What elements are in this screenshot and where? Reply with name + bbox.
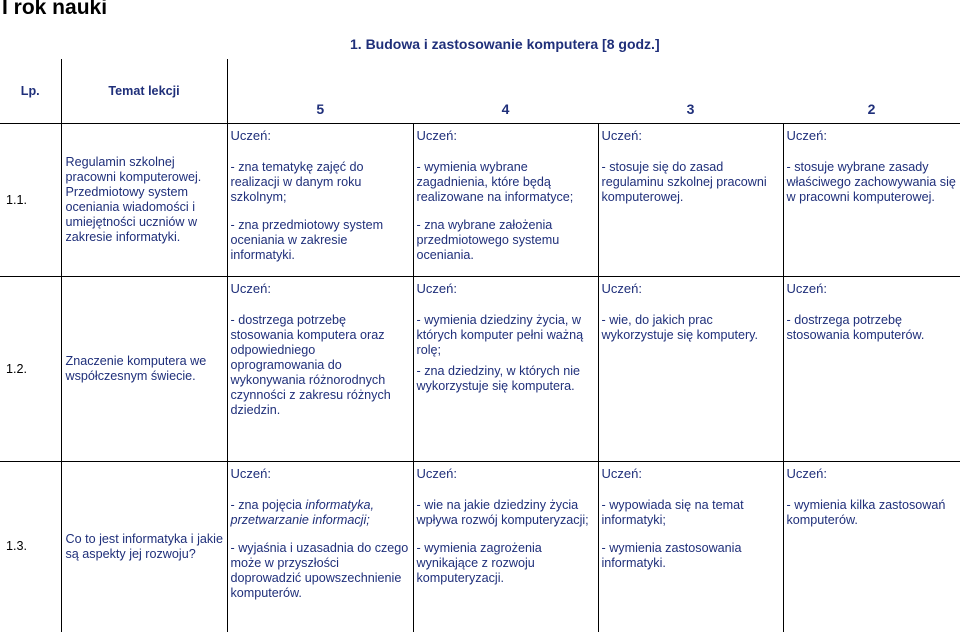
grade-4-requirements <box>413 277 598 462</box>
header-grade-3: 3 <box>598 59 783 124</box>
requirement: - wyjaśnia i uzasadnia do czego może w przyszłości doprowadzić upowszechnienie komputerów. <box>230 541 409 600</box>
grade-5-requirements <box>227 277 413 462</box>
requirement: - wymienia dziedziny życia, w których komputer pełni ważną rolę; <box>416 313 584 357</box>
grade-5-requirements <box>227 124 413 277</box>
requirement: - wymienia wybrane zagadnienia, które będą realizowane na informatyce; <box>416 160 574 204</box>
student-label: Uczeń: <box>786 281 827 296</box>
grade-3-requirements <box>598 462 783 632</box>
lesson-topic: Regulamin szkolnej pracowni komputerowej. Przedmiotowy system oceniania wiadomości i umiejętności uczniów w zakresie informatyki. <box>61 124 227 277</box>
requirement: - zna tematykę zajęć do realizacji w danym roku szkolnym; <box>230 160 364 204</box>
lesson-topic: Znaczenie komputera we współczesnym świecie. <box>61 277 227 462</box>
grade-3-requirements <box>598 277 783 462</box>
requirement-term: informatyka, przetwarzanie informacji; <box>230 498 374 527</box>
grade-3-requirements <box>598 124 783 277</box>
table-row <box>0 462 960 632</box>
requirement: - zna przedmiotowy system oceniania w zakresie informatyki. <box>230 218 384 262</box>
grade-4-requirements <box>413 124 598 277</box>
student-label: Uczeń: <box>416 281 457 296</box>
curriculum-table <box>0 59 960 632</box>
lesson-number: 1.2. <box>0 277 61 462</box>
requirement: - wymienia zastosowania informatyki. <box>601 541 742 570</box>
requirement: - wymienia zagrożenia wynikające z rozwoju komputeryzacji. <box>416 541 542 585</box>
student-label: Uczeń: <box>601 128 642 143</box>
header-grade-5: 5 <box>227 59 413 124</box>
requirement: - stosuje się do zasad regulaminu szkolnej pracowni komputerowej. <box>601 160 767 204</box>
requirement <box>231 498 410 528</box>
grade-2-requirements <box>783 124 960 277</box>
requirement: - zna wybrane założenia przedmiotowego systemu oceniania. <box>416 218 560 262</box>
requirement: - dostrzega potrzebę stosowania komputerów. <box>786 313 925 342</box>
student-label: Uczeń: <box>230 466 271 481</box>
table-row <box>0 277 960 462</box>
section-title: 1. Budowa i zastosowanie komputera [8 godz.] <box>350 36 660 52</box>
header-lp: Lp. <box>0 59 61 124</box>
student-label: Uczeń: <box>230 128 271 143</box>
student-label: Uczeń: <box>601 466 642 481</box>
student-label: Uczeń: <box>601 281 642 296</box>
grade-2-requirements <box>783 277 960 462</box>
student-label: Uczeń: <box>230 281 271 296</box>
requirement: - stosuje wybrane zasady właściwego zachowywania się w pracowni komputerowej. <box>786 160 956 204</box>
requirement-prefix: - zna pojęcia <box>230 498 306 512</box>
requirement: - wypowiada się na temat informatyki; <box>601 498 744 527</box>
requirement: - zna dziedziny, w których nie wykorzystuje się komputera. <box>416 364 581 393</box>
grade-5-requirements <box>227 462 413 632</box>
grade-2-requirements <box>783 462 960 632</box>
student-label: Uczeń: <box>416 466 457 481</box>
student-label: Uczeń: <box>416 128 457 143</box>
grade-4-requirements <box>413 462 598 632</box>
lesson-number: 1.3. <box>0 462 61 632</box>
requirement: - wie, do jakich prac wykorzystuje się komputery. <box>601 313 759 342</box>
header-grade-4: 4 <box>413 59 598 124</box>
header-grade-2: 2 <box>783 59 960 124</box>
requirement: - dostrzega potrzebę stosowania komputera oraz odpowiedniego oprogramowania do wykonywania różnorodnych czynności z zakresu różnych dziedzin. <box>230 313 391 417</box>
header-row <box>0 59 960 124</box>
lesson-number: 1.1. <box>0 124 61 277</box>
student-label: Uczeń: <box>786 128 827 143</box>
table-row <box>0 124 960 277</box>
page-title: I rok nauki <box>2 0 108 19</box>
student-label: Uczeń: <box>786 466 827 481</box>
header-topic: Temat lekcji <box>61 59 227 124</box>
requirement: - wie na jakie dziedziny życia wpływa rozwój komputeryzacji; <box>416 498 589 527</box>
requirement: - wymienia kilka zastosowań komputerów. <box>786 498 946 527</box>
lesson-topic: Co to jest informatyka i jakie są aspekty jej rozwoju? <box>61 462 227 632</box>
